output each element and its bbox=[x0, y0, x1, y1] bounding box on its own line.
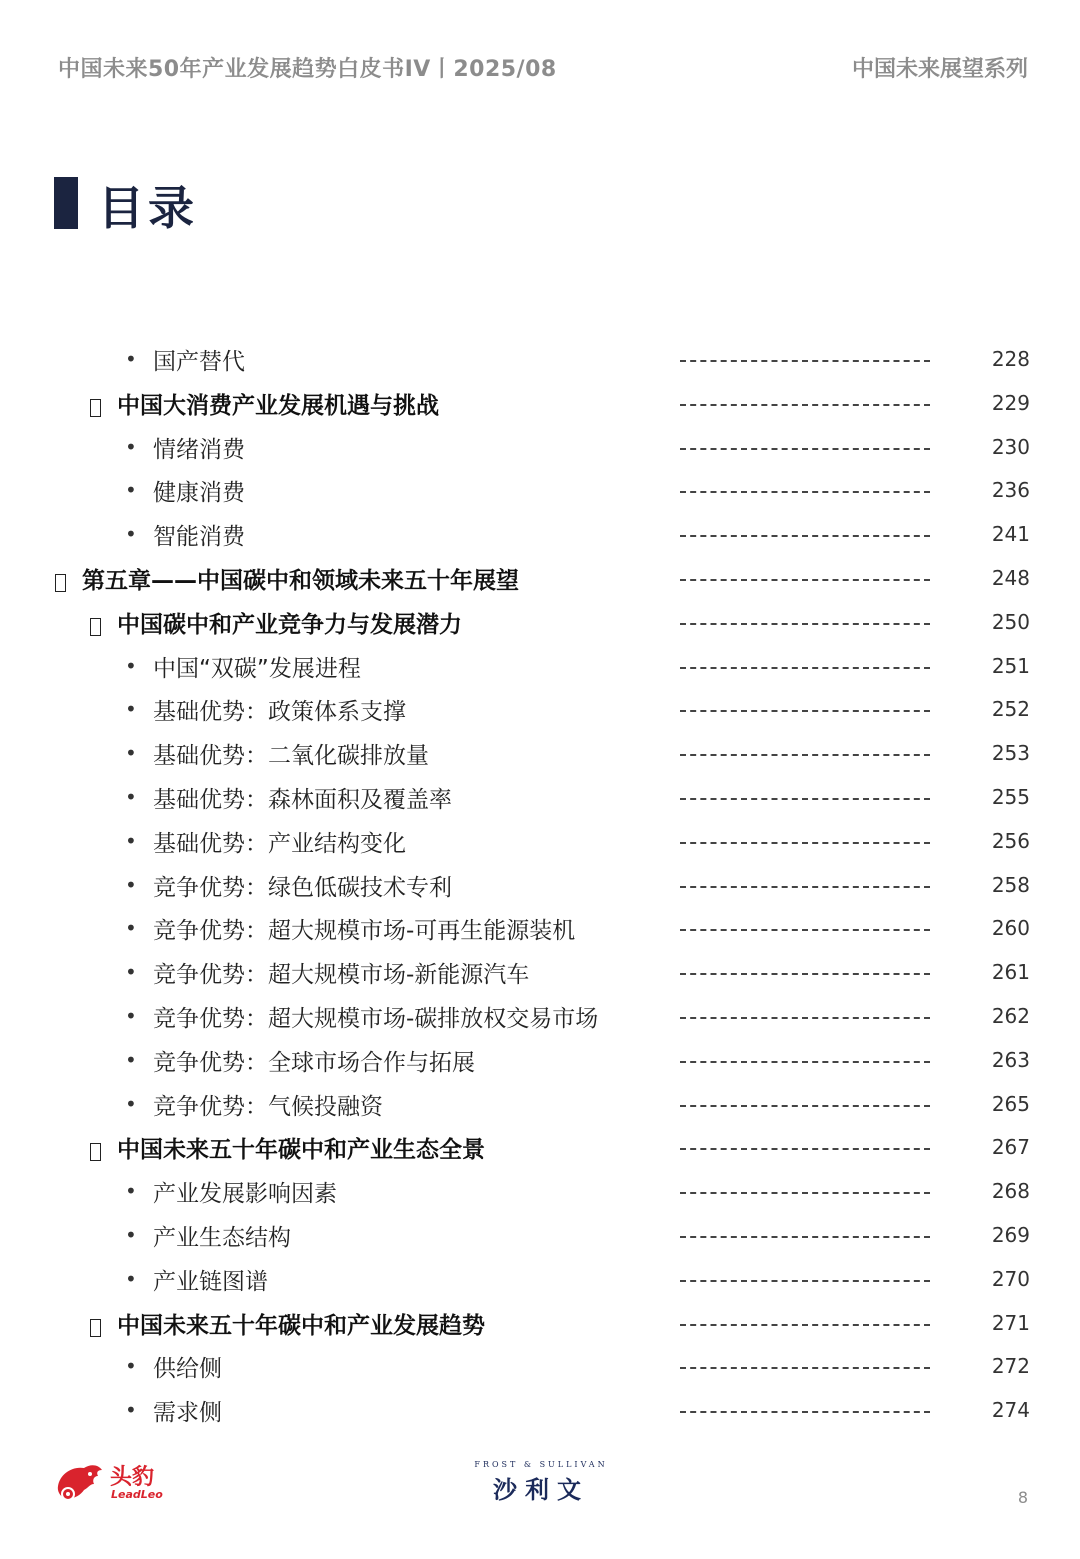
bullet-icon: • bbox=[125, 1354, 137, 1379]
page-title: 目录 bbox=[98, 181, 198, 235]
toc-entry[interactable] bbox=[0, 776, 1080, 820]
toc-page-number: 241 bbox=[991, 522, 1030, 547]
toc-entry[interactable] bbox=[0, 1170, 1080, 1214]
bullet-icon: • bbox=[125, 522, 137, 547]
dotted-leader bbox=[680, 1105, 930, 1107]
bullet-icon: • bbox=[125, 478, 137, 503]
toc-page-number: 228 bbox=[991, 347, 1030, 371]
toc-entry[interactable] bbox=[0, 1039, 1080, 1083]
toc-page-number: 263 bbox=[991, 1047, 1030, 1072]
bullet-icon: • bbox=[125, 872, 137, 897]
toc-label: 情绪消费 bbox=[153, 436, 245, 463]
toc-entry[interactable] bbox=[0, 1389, 1080, 1433]
bullet-icon: • bbox=[125, 653, 137, 678]
dotted-leader bbox=[680, 929, 930, 931]
toc-page-number: 248 bbox=[991, 566, 1030, 590]
toc-label: 基础优势：政策体系支撑 bbox=[153, 699, 406, 726]
toc-page-number: 255 bbox=[991, 785, 1030, 809]
toc-label: 中国“双碳”发展进程 bbox=[153, 655, 361, 682]
toc-entry[interactable] bbox=[0, 1302, 1080, 1346]
toc-entry[interactable] bbox=[0, 732, 1080, 776]
toc-entry[interactable] bbox=[0, 645, 1080, 689]
dotted-leader bbox=[680, 886, 930, 888]
toc-page-number: 271 bbox=[991, 1310, 1030, 1335]
toc-entry[interactable] bbox=[0, 1214, 1080, 1258]
toc-label: 国产替代 bbox=[153, 349, 245, 375]
dotted-leader bbox=[680, 842, 930, 844]
toc-label: 基础优势：产业结构变化 bbox=[153, 830, 406, 857]
dotted-leader bbox=[680, 754, 930, 756]
toc-entry[interactable] bbox=[0, 469, 1080, 513]
dotted-leader bbox=[680, 798, 930, 800]
toc-entry[interactable] bbox=[0, 513, 1080, 557]
toc-entry[interactable] bbox=[0, 382, 1080, 426]
bullet-icon: • bbox=[125, 741, 137, 766]
leadleo-en: LeadLeo bbox=[111, 1488, 163, 1501]
toc-page-number: 256 bbox=[991, 828, 1030, 853]
toc-label: 需求侧 bbox=[153, 1400, 222, 1427]
toc-label: 竞争优势：绿色低碳技术专利 bbox=[153, 874, 452, 901]
toc-page-number: 251 bbox=[991, 653, 1030, 678]
header-right: 中国未来展望系列 bbox=[851, 57, 1028, 82]
toc-entry[interactable] bbox=[0, 1258, 1080, 1302]
leopard-icon bbox=[54, 1460, 106, 1504]
toc-entry[interactable] bbox=[0, 426, 1080, 470]
dotted-leader bbox=[680, 1017, 930, 1019]
toc-page-number: 229 bbox=[991, 390, 1030, 415]
toc-label: 竞争优势：超大规模市场-碳排放权交易市场 bbox=[153, 1006, 599, 1032]
toc-page-number: 250 bbox=[991, 609, 1030, 634]
toc-page-number: 253 bbox=[991, 741, 1030, 766]
bullet-icon: • bbox=[125, 1223, 137, 1247]
toc-label: 第五章——中国碳中和领域未来五十年展望 bbox=[82, 568, 519, 594]
bullet-icon: • bbox=[125, 1047, 137, 1072]
dotted-leader bbox=[680, 1061, 930, 1063]
toc-label: 中国未来五十年碳中和产业生态全景 bbox=[117, 1137, 485, 1164]
dotted-leader bbox=[680, 1148, 930, 1150]
toc-entry[interactable] bbox=[0, 995, 1080, 1039]
toc-page-number: 274 bbox=[991, 1398, 1030, 1423]
bullet-icon: • bbox=[125, 960, 137, 985]
box-icon bbox=[90, 1143, 101, 1161]
toc-entry[interactable] bbox=[0, 338, 1080, 382]
dotted-leader bbox=[680, 535, 930, 537]
toc-page-number: 236 bbox=[991, 478, 1030, 503]
toc-label: 中国未来五十年碳中和产业发展趋势 bbox=[117, 1312, 485, 1339]
bullet-icon: • bbox=[125, 1004, 137, 1028]
toc-label: 竞争优势：气候投融资 bbox=[153, 1093, 383, 1120]
bullet-icon: • bbox=[125, 828, 137, 853]
toc-entry[interactable] bbox=[0, 557, 1080, 601]
dotted-leader bbox=[680, 973, 930, 975]
dotted-leader bbox=[680, 404, 930, 406]
toc-label: 智能消费 bbox=[153, 524, 245, 551]
toc-entry[interactable] bbox=[0, 688, 1080, 732]
dotted-leader bbox=[680, 1324, 930, 1326]
toc-entry[interactable] bbox=[0, 864, 1080, 908]
dotted-leader bbox=[680, 360, 930, 362]
toc-entry[interactable] bbox=[0, 1083, 1080, 1127]
bullet-icon: • bbox=[125, 347, 137, 371]
fs-english: FROST & SULLIVAN bbox=[474, 1460, 608, 1469]
toc-label: 供给侧 bbox=[153, 1356, 222, 1383]
toc-label: 竞争优势：超大规模市场-可再生能源装机 bbox=[153, 918, 576, 945]
toc-entry[interactable] bbox=[0, 1126, 1080, 1170]
toc-label: 健康消费 bbox=[153, 480, 245, 507]
toc-entry[interactable] bbox=[0, 951, 1080, 995]
toc-entry[interactable] bbox=[0, 601, 1080, 645]
dotted-leader bbox=[680, 667, 930, 669]
toc-label: 产业链图谱 bbox=[153, 1268, 268, 1295]
bullet-icon: • bbox=[125, 1398, 137, 1423]
title-bar bbox=[54, 177, 78, 229]
toc-page-number: 230 bbox=[991, 434, 1030, 459]
toc-page-number: 258 bbox=[991, 872, 1030, 897]
toc-entry[interactable] bbox=[0, 820, 1080, 864]
dotted-leader bbox=[680, 491, 930, 493]
bullet-icon: • bbox=[125, 1266, 137, 1291]
toc-page-number: 260 bbox=[991, 916, 1030, 941]
toc-page-number: 252 bbox=[991, 697, 1030, 722]
box-icon bbox=[90, 1319, 101, 1337]
toc-entry[interactable] bbox=[0, 907, 1080, 951]
header-left: 中国未来50年产业发展趋势白皮书IV丨2025/08 bbox=[58, 57, 557, 82]
dotted-leader bbox=[680, 1411, 930, 1413]
dotted-leader bbox=[680, 623, 930, 625]
page-number: 8 bbox=[1017, 1488, 1028, 1507]
toc-page-number: 268 bbox=[991, 1179, 1030, 1204]
toc-label: 竞争优势：超大规模市场-新能源汽车 bbox=[153, 962, 530, 989]
dotted-leader bbox=[680, 1236, 930, 1238]
leadleo-logo bbox=[54, 1460, 174, 1504]
dotted-leader bbox=[680, 448, 930, 450]
toc-entry[interactable] bbox=[0, 1345, 1080, 1389]
toc-page-number: 270 bbox=[991, 1266, 1030, 1291]
bullet-icon: • bbox=[125, 434, 137, 459]
toc-label: 竞争优势：全球市场合作与拓展 bbox=[153, 1049, 475, 1076]
bullet-icon: • bbox=[125, 916, 137, 941]
toc-page-number: 262 bbox=[991, 1004, 1030, 1028]
bullet-icon: • bbox=[125, 1179, 137, 1204]
frost-sullivan-logo bbox=[466, 1460, 616, 1504]
bullet-icon: • bbox=[125, 1091, 137, 1116]
leadleo-cn: 头豹 bbox=[110, 1465, 155, 1490]
box-icon bbox=[90, 618, 101, 636]
box-icon bbox=[55, 574, 66, 592]
bullet-icon: • bbox=[125, 697, 137, 722]
dotted-leader bbox=[680, 579, 930, 581]
toc-page-number: 272 bbox=[991, 1354, 1030, 1379]
dotted-leader bbox=[680, 710, 930, 712]
box-icon bbox=[90, 399, 101, 417]
toc-page-number: 261 bbox=[991, 960, 1030, 985]
toc-page-number: 265 bbox=[991, 1091, 1030, 1116]
fs-chinese: 沙利文 bbox=[493, 1476, 589, 1504]
toc-label: 中国大消费产业发展机遇与挑战 bbox=[117, 392, 439, 419]
toc-label: 产业发展影响因素 bbox=[153, 1181, 337, 1208]
toc-page-number: 269 bbox=[991, 1223, 1030, 1247]
toc-label: 基础优势：森林面积及覆盖率 bbox=[153, 787, 452, 813]
bullet-icon: • bbox=[125, 785, 137, 809]
dotted-leader bbox=[680, 1192, 930, 1194]
toc-label: 基础优势：二氧化碳排放量 bbox=[153, 743, 429, 770]
toc-page-number: 267 bbox=[991, 1135, 1030, 1160]
toc-label: 产业生态结构 bbox=[153, 1225, 291, 1251]
dotted-leader bbox=[680, 1280, 930, 1282]
dotted-leader bbox=[680, 1367, 930, 1369]
toc-label: 中国碳中和产业竞争力与发展潜力 bbox=[117, 611, 462, 638]
